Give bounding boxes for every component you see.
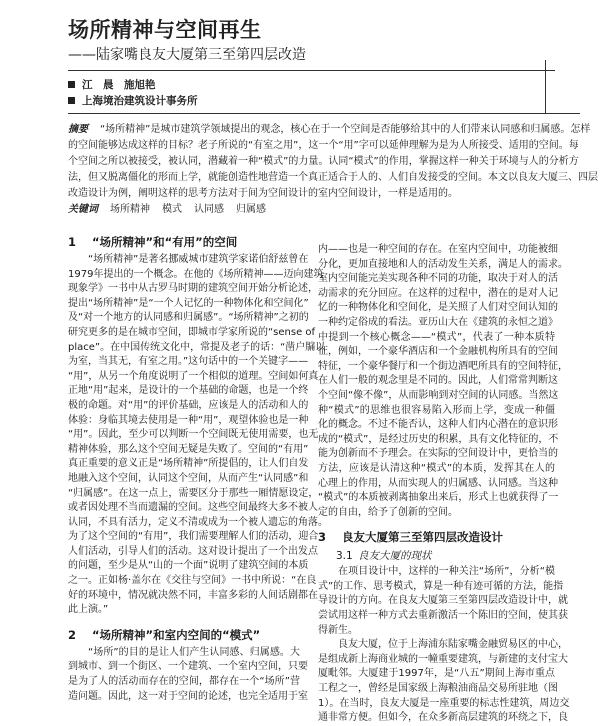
section-number: 2 [68,627,77,642]
text-line: place”。在中国传统文化中，常提及老子的话：“凿户牖以 [68,341,326,353]
keyword: 场所精神 [110,204,150,215]
text-line: 得新生。 [318,624,358,636]
text-line: 现象学》一书中从古罗马时期的建筑空间开始分析论述， [68,283,318,295]
abstract-line [68,186,556,202]
text-line: 为了这个空间的“有用”，我们需要理解人们的活动，迎合 [68,531,319,543]
section-heading [68,626,300,644]
paragraph [318,565,568,638]
text-line: 个空间“像不像”，从而影响到对空间的认同感。当然这 [318,389,559,401]
text-line: 1979年提出的一个概念。在他的《场所精神——迈向建筑 [68,268,324,280]
keyword: 归属感 [236,204,266,215]
authors [68,77,156,92]
section-title: “场所精神”和室内空间的“模式” [92,627,261,642]
right-column [318,243,570,726]
text-line: 到城市、到一个街区、一个建筑、一个室内空间，只要 [68,661,308,673]
text-line: 导设计的方向。在良友大厦第三至第四层改造设计中，就 [318,595,568,607]
section-heading [68,233,300,251]
text-line: “场所精神”是著名挪威城市建筑学家诺伯舒兹曾在 [88,254,309,265]
text-line: 征，例如，一个豪华酒店和一个金融机构所具有的空间 [318,346,558,358]
text-line: 极的命题。对“用”的评价基础，应该是人的活动和人的 [68,399,309,411]
keywords-line [68,202,556,218]
text-line: 室内空间能完美实现各种不同的功能，取决于对人的活 [318,273,558,285]
text-line: 特征，一个豪华餐厅和一个街边酒吧所具有的空间特征， [318,360,568,372]
text-line: 此上演。” [68,604,109,616]
top-rule [68,70,555,71]
text-line: 为室，当其无，有室之用。”这句话中的一个关键字—— [68,356,309,368]
article-title: 场所精神与空间再生 [68,18,262,42]
text-line: 成的“模式”，是经过历史的积累，具有文化特征的，不 [318,433,559,445]
affiliation [68,93,198,108]
left-column [68,233,328,704]
subsection-number: 3.1 [336,550,353,563]
text-line: 厦毗邻。大厦建于1997年，是“八五”期间上海市重点 [318,668,555,680]
text-line: 体验：身临其境去使用是一种“用”，观望体验也是一种 [68,414,309,426]
affiliation-text: 上海境治建筑设计事务所 [82,95,198,107]
text-line: 研究更多的是在城市空间，即城市学家所说的“sense of [68,326,316,338]
abstract-line-text: “场所精神”是城市建筑学领域提出的观念，核心在于一个空间是否能够给其中的人们带来认同感和归属感。怎样 [100,124,591,135]
keywords-label: 关键词 [68,204,98,215]
text-line: 种“模式”的思维也很容易陷入形而上学，变成一种僵 [318,404,555,416]
text-line: “场所”的目的是让人们产生认同感、归属感。大 [88,646,300,658]
text-line: 是组成新上海商业城的一幢重要建筑，与新建的支付宝大 [318,653,568,665]
text-line: 在人们一般的观念里是不同的。因此，人们常常判断这 [318,375,558,387]
abstract-line [68,138,579,154]
paragraph [68,646,308,704]
text-line: 动需求的充分回应。在这样的过程中，潜在的是对人记 [318,287,558,299]
text-line: 地融入这个空间，认同这个空间，从而产生“认同感”和 [68,472,309,484]
text-line: 中提到一个核心概念——“模式”，代表了一种本质特 [318,331,555,343]
abstract-line-text: 改造设计为例，阐明这样的思考方法对于间为空间设计的室内空间设计，一样是适用的。 [68,188,458,199]
text-line: 能为创新而不予理会。在实际的空间设计中，更恰当的 [318,448,558,460]
text-line: 尝试用这样一种方式去重新激活一个陈旧的空间，使其获 [318,610,568,622]
bullet-square-icon [68,81,75,88]
subsection-heading [318,548,555,565]
text-line: 之一。正如杨·盖尔在《交往与空间》一书中所说：“在良 [68,575,317,587]
keyword: 认同感 [194,204,224,215]
text-line: 真正重要的意义正是“场所精神”所提倡的，让人们自发 [68,458,309,470]
text-line: 良友大厦，位于上海浦东陆家嘴金融贸易区的中心， [338,639,568,651]
text-line: “归属感”。在这一点上，需要区分于那些一厢情愿设定， [68,487,319,499]
text-line: 化的概念。不过不能否认，这种人们内心潜在的意识形 [318,419,558,431]
text-line: 分化，更加直接地和人的活动发生关系，满足人的需求。 [318,258,568,270]
text-line: 及“对一个地方的认同感和归属感”。“场所精神”之初的 [68,312,309,324]
text-line: 定的自由，给予了创新的空间。 [318,506,458,518]
text-line: 心理上的作用，从而实现人的归属感、认同感。当这种 [318,477,558,489]
subsection-title: 良友大厦的现状 [358,550,432,563]
abstract-line-text: 法，但又脱离僵化的形而上学，就能创造性地营造一个真正适合于人的、人们自发接受的空间。本文以良友大厦三、四层 [68,172,598,183]
keyword: 模式 [162,204,182,215]
frame-vertical-rule [545,60,546,114]
authors-text: 江 晨 施旭艳 [82,79,156,91]
abstract-line [68,170,598,186]
abstract-line [68,154,579,170]
section-heading [318,528,555,546]
abstract [68,122,598,218]
text-line: 正地“用”起来，是设计的一个基础的命题，也是一个终 [68,385,309,397]
text-line: “用”，从另一个角度说明了一个相似的道理。空间如何真 [68,370,319,382]
text-line: 造问题。因此，这一对于空间的论述，也完全适用于室 [68,690,308,702]
text-line: “模式”的本质被剥离抽象出来后，形式上也就获得了一 [318,492,559,504]
section-number: 3 [318,530,327,545]
text-line: 方法，应该是认清这种“模式”的本质，发挥其在人的 [318,462,555,474]
text-line: 人们活动，引导人们的活动。这对设计提出了一个出发点 [68,545,318,557]
abstract-line-text: 的空间能够达成这样的目标？老子所说的“有室之用”，这一个“用”字可以延伸理解为是为人所接受、适用的空间。每 [68,140,579,151]
text-line: 的问题，至少是从“山的一个面”说明了建筑空间的本质 [68,560,309,572]
bullet-square-icon [68,97,75,104]
paragraph [318,243,568,520]
text-line: 工程之一，曾经是国家级上海粮油商品交易所驻地（图 [318,683,558,695]
text-line: 提出“场所精神”是“一个人记忆的一种物体化和空间化” [68,297,309,309]
text-line: 或者因处理不当而遗漏的空间。这些空间最终大多不被人 [68,502,318,514]
text-line: 1）。在当时，良友大厦是一座重要的标志性建筑，周边交 [318,697,570,709]
text-line: 认同，不具有活力，定义不清或成为一个被人遗忘的角落。 [68,516,328,528]
text-line: 在项目设计中，这样的一种关注“场所”，分析“模 [338,566,555,578]
text-line: 是为了人的活动而存在的空间，都存在一个“场所”营 [68,676,300,688]
text-line: 式”的工作、思考模式，算是一种有迹可循的方法，能指 [318,580,564,592]
abstract-line-text: 个空间之所以被接受，被认同，潜藏着一种“模式”的力量。认同“模式”的作用，掌握这样一种关于环境与人的分析方 [68,156,579,167]
text-line: “用”。因此，至少可以判断一个空间既无使用需要，也无 [68,429,319,441]
article-subtitle: ——陆家嘴良友大厦第三至第四层改造 [68,47,306,63]
text-line: 内——也是一种空间的存在。在室内空间中，功能被细 [318,244,558,255]
abstract-label: 摘要 [68,124,88,135]
paragraph [68,253,328,618]
section-number: 1 [68,235,77,249]
text-line: 通非常方便。但如今，在众多新高层建筑的环绕之下，良 [318,712,568,724]
text-line: 忆的一种物体化和空间化，是关照了人们对空间认知的 [318,302,558,314]
bottom-rule [68,113,580,114]
paragraph [318,638,570,726]
text-line: 精神体验，那么这个空间无疑是失败了。空间的“有用” [68,443,309,455]
section-title: “场所精神”和“有用”的空间 [92,235,238,249]
text-line: 一种约定俗成的看法。亚历山大在《建筑的永恒之道》 [318,316,558,328]
abstract-line [68,122,591,138]
text-line: 好的环境中，情况就决然不同，丰富多彩的人间话剧都在 [68,589,318,601]
section-title: 良友大厦第三至第四层改造设计 [342,530,503,545]
